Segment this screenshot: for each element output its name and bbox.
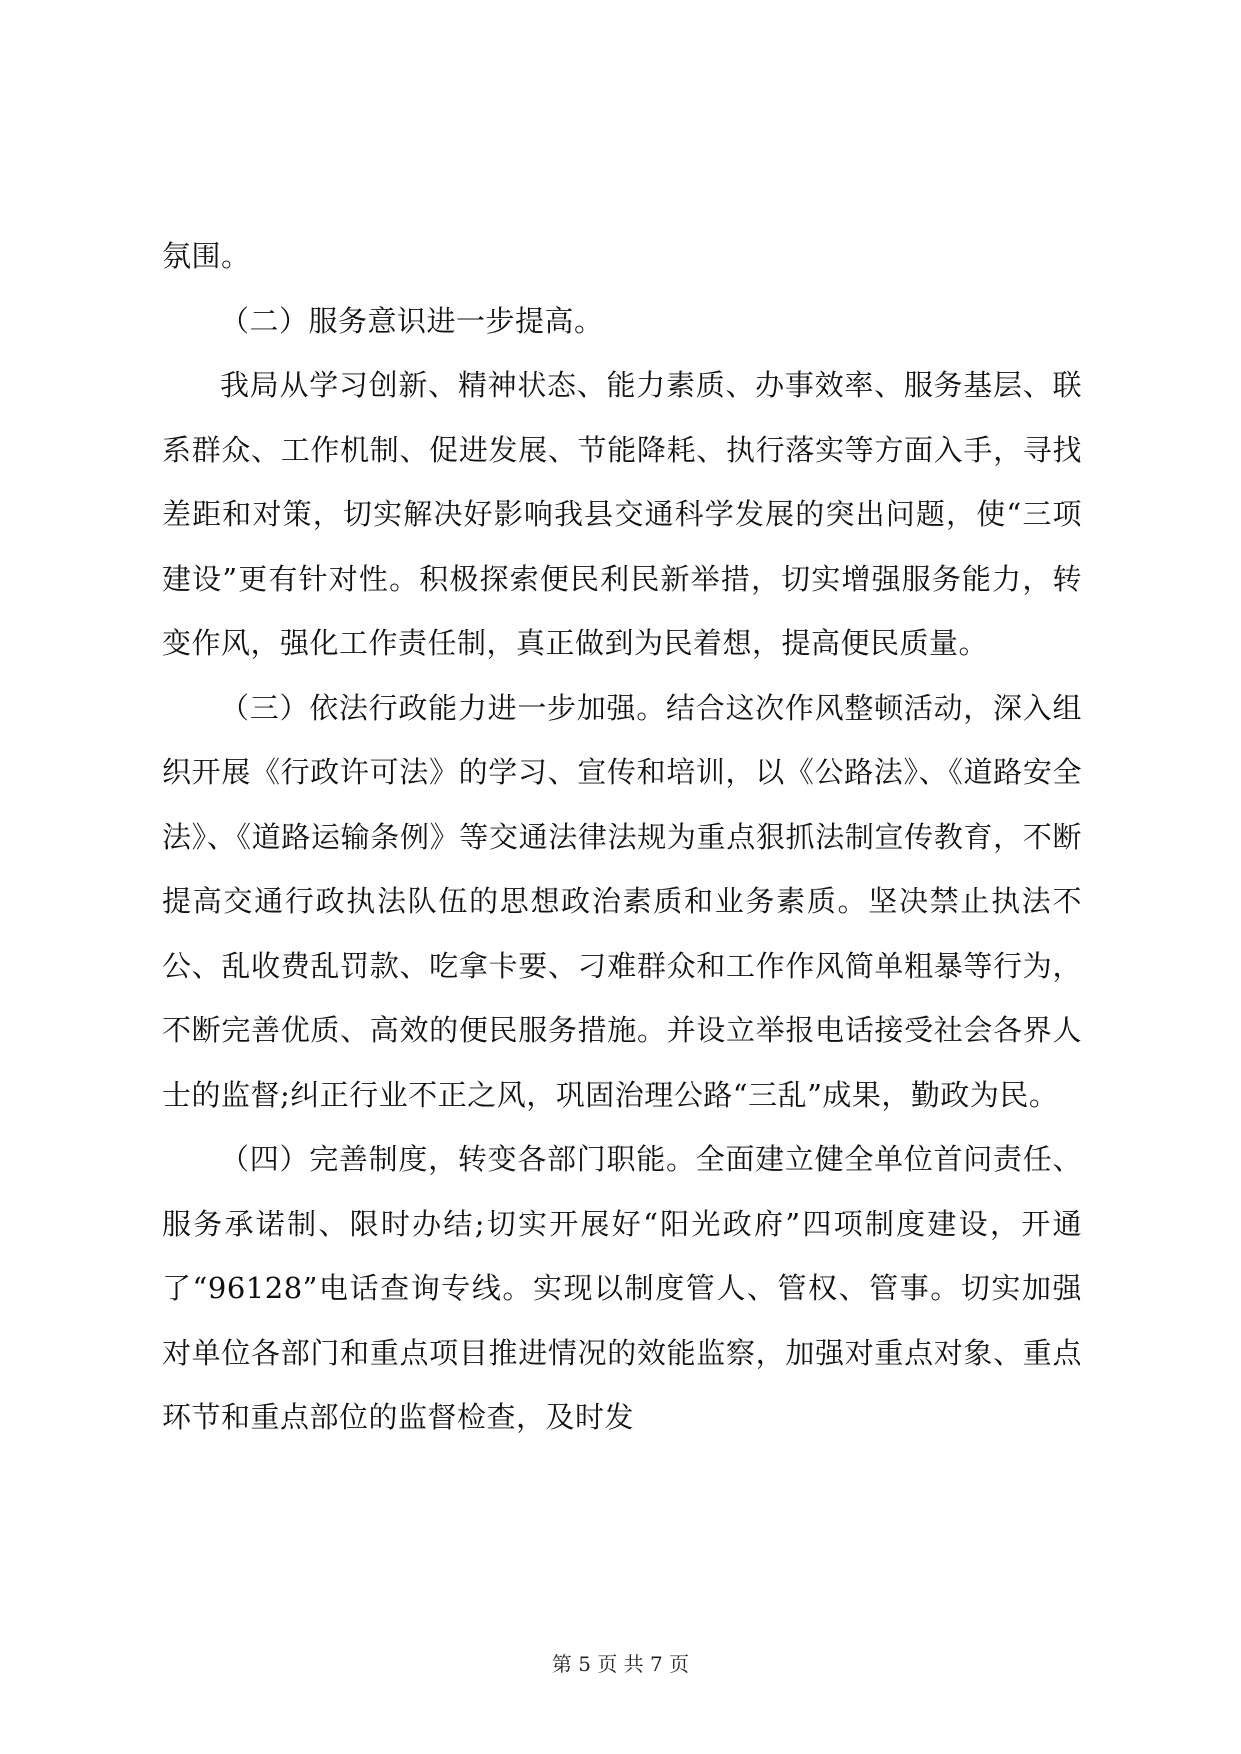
page-number-footer: 第 5 页 共 7 页 — [551, 1652, 690, 1676]
paragraph-2: （二）服务意识进一步提高。 — [220, 303, 604, 338]
document-body — [162, 224, 1082, 1450]
paragraph-4: （三）依法行政能力进一步加强。结合这次作风整顿活动，深入组织开展《行政许可法》的学习、宣传和培训，以《公路法》、《道路安全法》、《道路运输条例》等交通法律法规为重点狠抓法制宣传教育，不断提高交通行政执法队伍的思想政治素质和业务素质。坚决禁止执法不公、乱收费乱罚款、吃拿卡要、刁难群众和工作作风简单粗暴等行为，不断完善优质、高效的便民服务措施。并设立举报电话接受社会各界人士的监督;纠正行业不正之风，巩固治理公路“三乱”成果，勤政为民。 — [162, 690, 1082, 1112]
paragraph-1: 氛围。 — [162, 239, 251, 273]
paragraph-5: （四）完善制度，转变各部门职能。全面建立健全单位首问责任、服务承诺制、限时办结;切实开展好“阳光政府”四项制度建设，开通了“96128”电话查询专线。实现以制度管人、管权、管事。切实加强对单位各部门和重点项目推进情况的效能监察，加强对重点对象、重点环节和重点部位的监督检查，及时发 — [162, 1142, 1082, 1434]
paragraph-3: 我局从学习创新、精神状态、能力素质、办事效率、服务基层、联系群众、工作机制、促进发展、节能降耗、执行落实等方面入手，寻找差距和对策，切实解决好影响我县交通科学发展的突出问题，使“三项建设”更有针对性。积极探索便民利民新举措，切实增强服务能力，转变作风，强化工作责任制，真正做到为民着想，提高便民质量。 — [162, 368, 1082, 660]
